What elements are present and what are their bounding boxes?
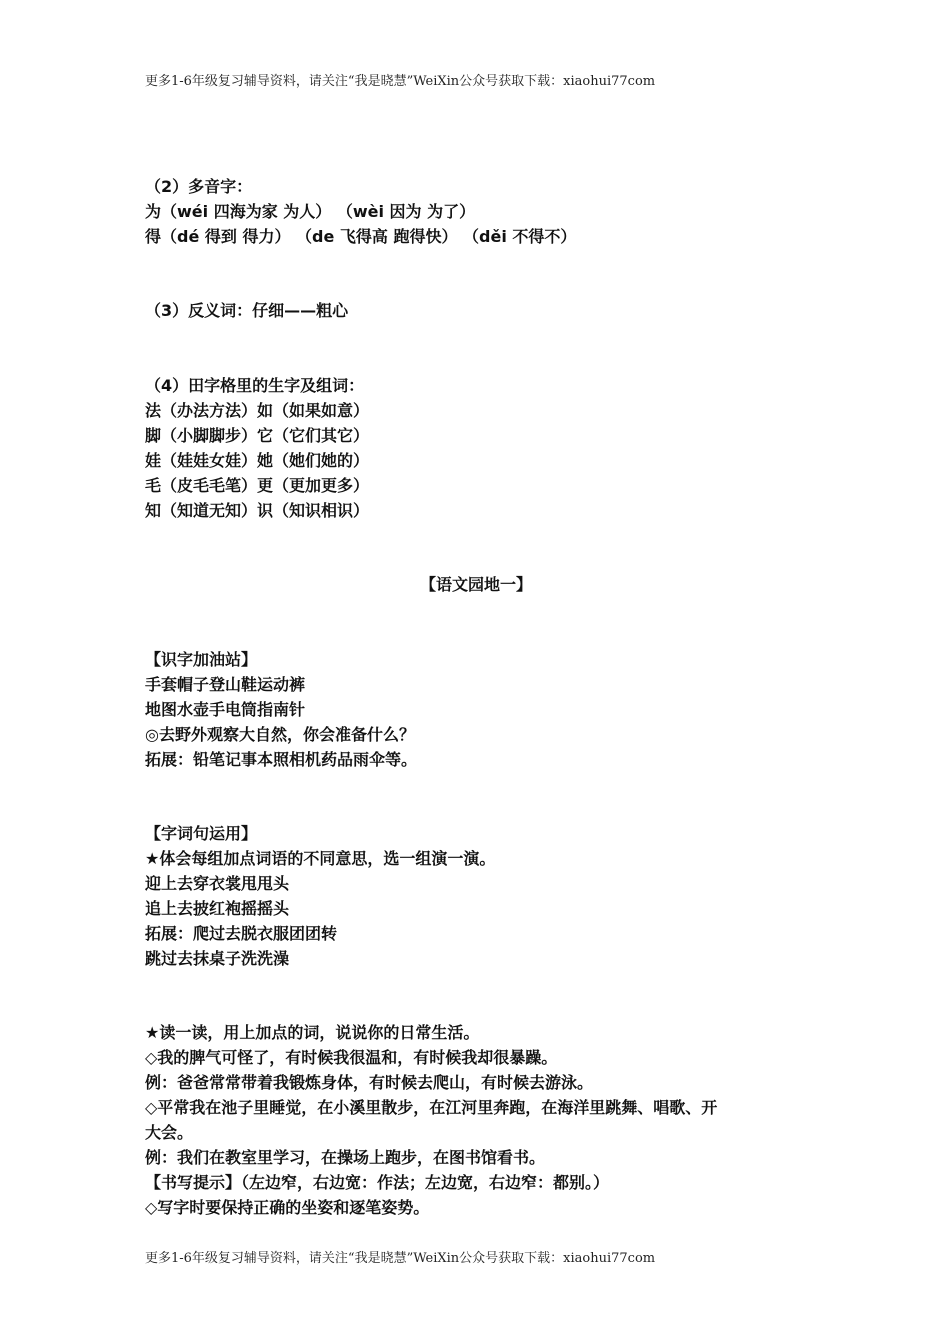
polyphone-line: 得（dé 得到 得力） （de 飞得高 跑得快） （děi 不得不）	[145, 227, 577, 246]
section-title: 【语文园地一】	[419, 575, 532, 594]
reading-line: ◇平常我在池子里睡觉，在小溪里散步，在江河里奔跑，在海洋里跳舞、唱歌、开	[145, 1098, 718, 1117]
usage-line: 迎上去穿衣裳甩甩头	[145, 874, 290, 893]
reading-line: ★读一读，用上加点的词，说说你的日常生活。	[145, 1023, 480, 1042]
grid-words-line: 法（办法方法）如（如果如意）	[145, 401, 370, 420]
grid-words-line: 脚（小脚脚步）它（它们其它）	[145, 426, 370, 445]
grid-words-line: 娃（娃娃女娃）她（她们她的）	[145, 451, 370, 470]
literacy-line: 手套帽子登山鞋运动裤	[145, 675, 306, 694]
literacy-line: 地图水壶手电筒指南针	[145, 700, 306, 719]
usage-heading: 【字词句运用】	[145, 824, 258, 843]
polyphone-line: 为（wéi 四海为家 为人） （wèi 因为 为了）	[145, 202, 476, 221]
literacy-heading: 【识字加油站】	[145, 650, 258, 669]
polyphone-heading: （2）多音字：	[145, 177, 253, 196]
usage-line: 追上去披红袍摇摇头	[145, 899, 290, 918]
grid-words-line: 毛（皮毛毛笔）更（更加更多）	[145, 476, 370, 495]
reading-line: 大会。	[145, 1123, 194, 1142]
reading-line: 例：我们在教室里学习，在操场上跑步，在图书馆看书。	[145, 1148, 546, 1167]
literacy-line: 拓展：铅笔记事本照相机药品雨伞等。	[145, 750, 418, 769]
reading-line: ◇写字时要保持正确的坐姿和逐笔姿势。	[145, 1198, 430, 1217]
grid-words-line: 知（知道无知）识（知识相识）	[145, 501, 370, 520]
usage-line: 拓展：爬过去脱衣服团团转	[145, 924, 338, 943]
usage-line: 跳过去抹桌子洗洗澡	[145, 949, 290, 968]
writing-tip: 【书写提示】（左边窄，右边宽：作法；左边宽，右边窄：都别。）	[145, 1173, 610, 1192]
reading-line: 例：爸爸常常带着我锻炼身体，有时候去爬山，有时候去游泳。	[145, 1073, 594, 1092]
literacy-line: ◎去野外观察大自然，你会准备什么？	[145, 725, 415, 744]
grid-words-heading: （4）田字格里的生字及组词：	[145, 376, 365, 395]
reading-line: ◇我的脾气可怪了，有时候我很温和，有时候我却很暴躁。	[145, 1048, 558, 1067]
antonym-heading: （3）反义词：仔细——粗心	[145, 301, 349, 320]
page-footer: 更多1-6年级复习辅导资料，请关注“我是晓慧”WeiXin公众号获取下载：xiaohui77com	[145, 1251, 656, 1266]
usage-line: ★体会每组加点词语的不同意思，选一组演一演。	[145, 849, 496, 868]
page-header: 更多1-6年级复习辅导资料，请关注“我是晓慧”WeiXin公众号获取下载：xiaohui77com	[145, 74, 656, 89]
